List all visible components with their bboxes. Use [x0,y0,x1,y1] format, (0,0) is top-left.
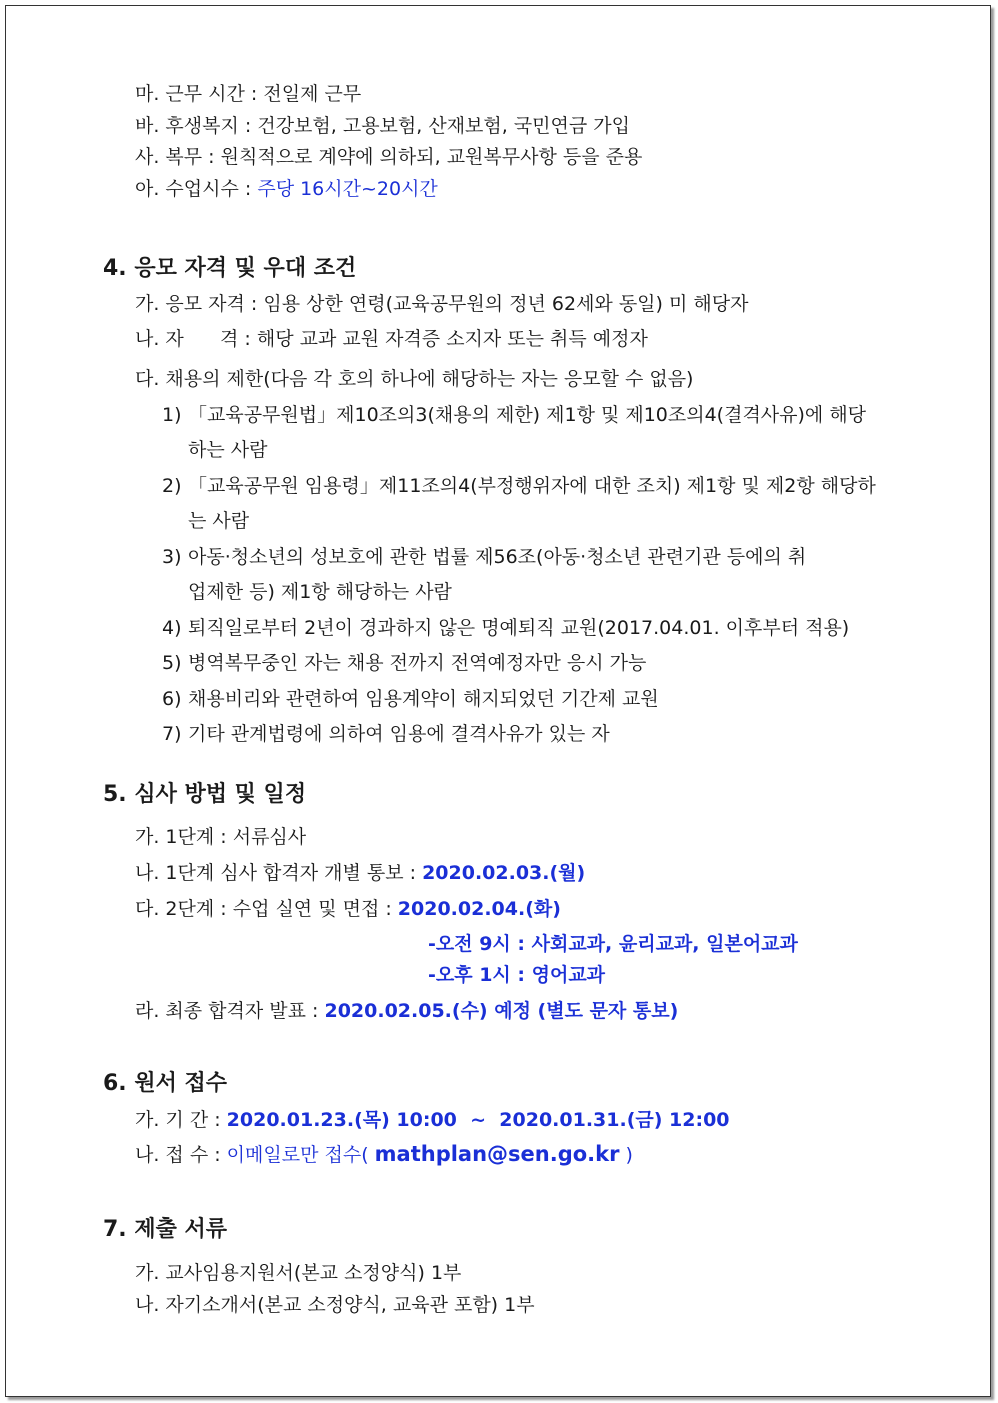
restriction-item: 3) 아동·청소년의 성보호에 관한 법률 제56조(아동·청소년 관련기관 등에의 취 [162,546,807,568]
work-hours: 마. 근무 시간 : 전일제 근무 [135,83,362,105]
stage-1: 가. 1단계 : 서류심사 [135,826,307,848]
eligibility-age: 가. 응모 자격 : 임용 상한 연령(교육공무원의 정년 62세와 동일) 미 해당자 [135,293,749,315]
announcement-date: 2020.02.05.(수) 예정 (별도 문자 통보) [324,1000,679,1022]
restriction-item: 1) 「교육공무원법」제10조의3(채용의 제한) 제1항 및 제10조의4(결격사유)에 해당 [162,404,867,426]
document-application-form: 가. 교사임용지원서(본교 소정양식) 1부 [135,1262,462,1284]
restriction-item: 6) 채용비리와 관련하여 임용계약이 해지되었던 기간제 교원 [162,688,659,710]
notice-date: 2020.02.03.(월) [422,862,586,884]
document-self-introduction: 나. 자기소개서(본교 소정양식, 교육관 포함) 1부 [135,1294,535,1316]
restriction-item: 4) 퇴직일로부터 2년이 경과하지 않은 명예퇴직 교원(2017.04.01. 이후부터 적용) [162,617,850,639]
interview-date: 2020.02.04.(화) [397,898,561,920]
email-link[interactable]: mathplan@sen.go.kr [374,1142,620,1166]
stage-1-notice: 나. 1단계 심사 합격자 개별 통보 : 2020.02.03.(월) [135,862,586,884]
restriction-item: 5) 병역복무중인 자는 채용 전까지 전역예정자만 응시 가능 [162,652,647,674]
class-hours-value: 주당 16시간~20시간 [257,178,438,200]
hiring-restrictions: 다. 채용의 제한(다음 각 호의 하나에 해당하는 자는 응모할 수 없음) [135,368,694,390]
final-announcement: 라. 최종 합격자 발표 : 2020.02.05.(수) 예정 (별도 문자 통보) [135,1000,679,1022]
restriction-item-cont: 하는 사람 [188,439,268,461]
section-5-title: 5. 심사 방법 및 일정 [103,782,307,807]
interview-morning: -오전 9시 : 사회교과, 윤리교과, 일본어교과 [428,933,798,955]
restriction-item-cont: 는 사람 [188,510,250,532]
restriction-item-cont: 업제한 등) 제1항 해당하는 사람 [188,581,452,603]
interview-afternoon: -오후 1시 : 영어교과 [428,964,606,986]
eligibility-license: 나. 자 격 : 해당 교과 교원 자격증 소지자 또는 취득 예정자 [135,328,648,350]
work-classes: 아. 수업시수 : 주당 16시간~20시간 [135,178,438,200]
stage-2: 다. 2단계 : 수업 실연 및 면접 : 2020.02.04.(화) [135,898,561,920]
work-duty: 사. 복무 : 원칙적으로 계약에 의하되, 교원복무사항 등을 준용 [135,146,643,168]
application-period: 가. 기 간 : 2020.01.23.(목) 10:00 ~ 2020.01.31.(금) 12:00 [135,1109,730,1131]
restriction-item: 7) 기타 관계법령에 의하여 임용에 결격사유가 있는 자 [162,723,610,745]
work-welfare: 바. 후생복지 : 건강보험, 고용보험, 산재보험, 국민연금 가입 [135,115,630,137]
restriction-item: 2) 「교육공무원 임용령」제11조의4(부정행위자에 대한 조치) 제1항 및 제2항 해당하 [162,475,876,497]
section-4-title: 4. 응모 자격 및 우대 조건 [103,256,357,281]
section-6-title: 6. 원서 접수 [103,1071,227,1096]
application-period-value: 2020.01.23.(목) 10:00 ~ 2020.01.31.(금) 12:00 [226,1109,730,1131]
section-7-title: 7. 제출 서류 [103,1217,227,1242]
application-method: 나. 접 수 : 이메일로만 접수( mathplan@sen.go.kr ) [135,1142,633,1166]
